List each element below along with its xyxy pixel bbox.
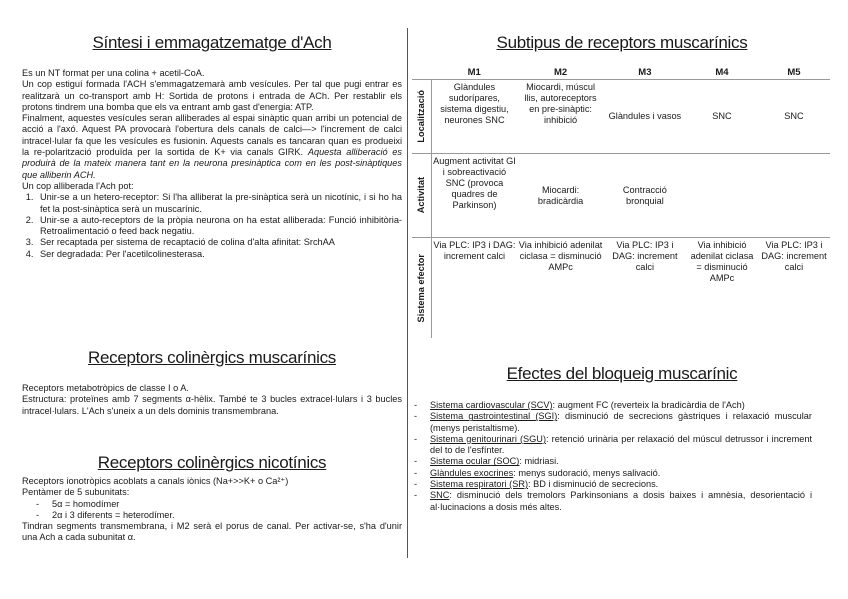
list-item (412, 479, 812, 490)
nicotinics-paragraph-2: Pentàmer de 5 subunitats: (22, 487, 130, 498)
efectes-term: Sistema ocular (SOC) (430, 456, 520, 467)
efectes-term: Sistema genitourinari (SGU) (430, 433, 547, 444)
sintesi-paragraph-4: Un cop alliberada l'Ach pot: (22, 180, 134, 191)
list-item (412, 490, 812, 513)
table-cell (758, 154, 830, 238)
sintesi-title: Síntesi i emmagatzematge d'Ach (92, 33, 332, 52)
table-row (412, 238, 830, 338)
list-item: 1. Unir-se a un hetero-receptor: Si l'ha alliberat la pre-sinàptica serà un nicotínic, i si ho ha fet la post-sinàptica serà un muscarínic. (36, 192, 402, 215)
efectes-text: : menys sudoració, menys salivació. (513, 467, 661, 478)
sintesi-body (22, 68, 402, 260)
list-item: - 5α = homodímer (34, 499, 402, 510)
column-header: M2 (517, 66, 603, 80)
efectes-text: : BD i disminució de secrecions. (528, 479, 659, 490)
receptor-subtypes-table (412, 66, 830, 338)
sintesi-paragraph-2: Un cop estiguí formada l'ACH s'emmagatzemarà amb vesícules. Per tal que pugi entrar es realitzarà un co-transport amb H: Sortida de protons i entrada de ACh. Per restablir els protons tindrem una bomba que els va entrant amb gast d'energia: ATP. (22, 79, 402, 112)
table-corner (412, 66, 431, 80)
table-row (412, 154, 830, 238)
efectes-list (412, 400, 812, 513)
list-item (412, 400, 812, 411)
row-header-localitzacio: Localització (412, 80, 431, 154)
table-cell: Via inhibició adenilat ciclasa = disminució AMPc (518, 240, 603, 272)
list-item: 2. Unir-se a auto-receptors de la pròpia neurona on ha estat alliberada: Funció inhibitòria- Retroalimentació o feed back negatiu. (36, 215, 402, 238)
column-header: M4 (686, 66, 758, 80)
muscarinics-paragraph-2: Estructura: proteïnes amb 7 segments α-hèlix. També te 3 bucles extracel·lulars i 3 bucles intracel·lulars. L'Ach s'uneix a un dels dominis transmembrana. (22, 394, 402, 416)
list-item (412, 456, 812, 467)
sintesi-paragraph-3-normal: Finalment, aquestes vesícules seran alliberades al espai sinàptic quan arribi un potencial de acció a l'axó. Aquest PA provocarà l'obertura dels canals de calci—> l'increment de calci intracel·lular fa que les vesícules es fusionin. Aquests canals es tancaran quan es produeixi la re-polarització produïda per la sortida de K+ via canals GIRK. (22, 113, 402, 158)
table-row (412, 80, 830, 154)
table-cell: Via inhibició adenilat ciclasa = disminució AMPc (690, 240, 754, 283)
table-cell: Via PLC: IP3 i DAG: increment calci (433, 240, 516, 261)
table-cell: Contracció bronquial (604, 154, 686, 238)
row-header-sistema-efector: Sistema efector (412, 238, 431, 338)
efectes-term: Sistema respiratori (SR) (430, 479, 529, 490)
nicotinics-body (22, 476, 402, 544)
table-cell: Miocardi: bradicàrdia (517, 154, 603, 238)
sintesi-paragraph-1: Es un NT format per una colina + acetil-CoA. (22, 68, 205, 78)
efectes-title: Efectes del bloqueig muscarínic (506, 364, 738, 383)
column-divider (407, 28, 408, 558)
efectes-text: : midriasi. (519, 456, 559, 467)
sintesi-paragraph-3-italic: Aquesta alliberació es produirà de la mateix manera tant en la neurona presinàptica com en les post-sinàptiques que alliberin ACH. (22, 147, 403, 180)
table-cell: Glàndules sudorípares, sistema digestiu, neurones SNC (431, 80, 517, 154)
list-item: - 2α i 3 diferents = heterodímer. (34, 510, 402, 521)
efectes-text: : augment FC (reverteix la bradicàrdia de l'Ach) (552, 400, 745, 410)
table-header-row (412, 66, 830, 80)
column-header: M1 (431, 66, 517, 80)
table-cell: Augment activitat GI i sobreactivació SNC (provoca quadres de Parkinson) (431, 154, 517, 238)
table-cell: SNC (758, 80, 830, 154)
list-item: 3. Ser recaptada per sistema de recaptació de colina d'alta afinitat: SrchAA (36, 237, 402, 248)
table-cell: Via PLC: IP3 i DAG: increment calci (612, 240, 678, 272)
table-cell (686, 154, 758, 238)
muscarinics-body (22, 383, 402, 417)
column-header: M3 (604, 66, 686, 80)
table-cell: SNC (686, 80, 758, 154)
efectes-text: : disminució dels tremolors Parkinsonians a dosis baixes i amnèsia, desorientació i al·lucinacions a dosis més altes. (430, 490, 812, 512)
column-header: M5 (758, 66, 830, 80)
efectes-term: Glàndules exocrines (430, 467, 514, 478)
nicotinics-paragraph-1: Receptors ionotròpics acoblats a canals iònics (Na+>>K+ o Ca²⁺) (22, 476, 289, 486)
nicotinics-paragraph-3: Tindran segments transmembrana, i M2 serà el porus de canal. Per activar-se, s'ha d'unir una Ach a cada subunitat α. (22, 521, 402, 543)
list-item: 4. Ser degradada: Per l'acetilcolinesterasa. (36, 249, 402, 260)
muscarinics-paragraph-1: Receptors metabotròpics de classe I o A. (22, 383, 189, 393)
nicotinics-title: Receptors colinèrgics nicotínics (97, 453, 327, 472)
efectes-term: Sistema gastrointestinal (SGI) (430, 411, 558, 422)
list-item (412, 434, 812, 457)
sintesi-list (22, 192, 402, 260)
receptor-table-wrapper (412, 66, 830, 338)
efectes-term: SNC (430, 490, 450, 501)
table-cell: Via PLC: IP3 i DAG: increment calci (761, 240, 827, 272)
efectes-term: Sistema cardiovascular (SCV) (430, 400, 553, 410)
muscarinics-title: Receptors colinèrgics muscarínics (87, 348, 337, 367)
efectes-text: : retenció urinària per relaxació del múscul detrussor i increment del to de l'esfínter. (430, 433, 812, 456)
sintesi-paragraph-3 (22, 113, 402, 181)
efectes-text: : disminució de secrecions gàstriques i relaxació muscular (menys peristaltisme). (430, 411, 812, 433)
nicotinics-list (22, 499, 402, 522)
subtipus-title: Subtipus de receptors muscarínics (496, 33, 748, 52)
table-cell: Glàndules i vasos (604, 80, 686, 154)
list-item (412, 411, 812, 434)
list-item (412, 468, 812, 479)
row-header-activitat: Activitat (412, 154, 431, 238)
table-cell: Miocardi, múscul llis, autoreceptors en pre-sinàptic: inhibició (517, 80, 603, 154)
